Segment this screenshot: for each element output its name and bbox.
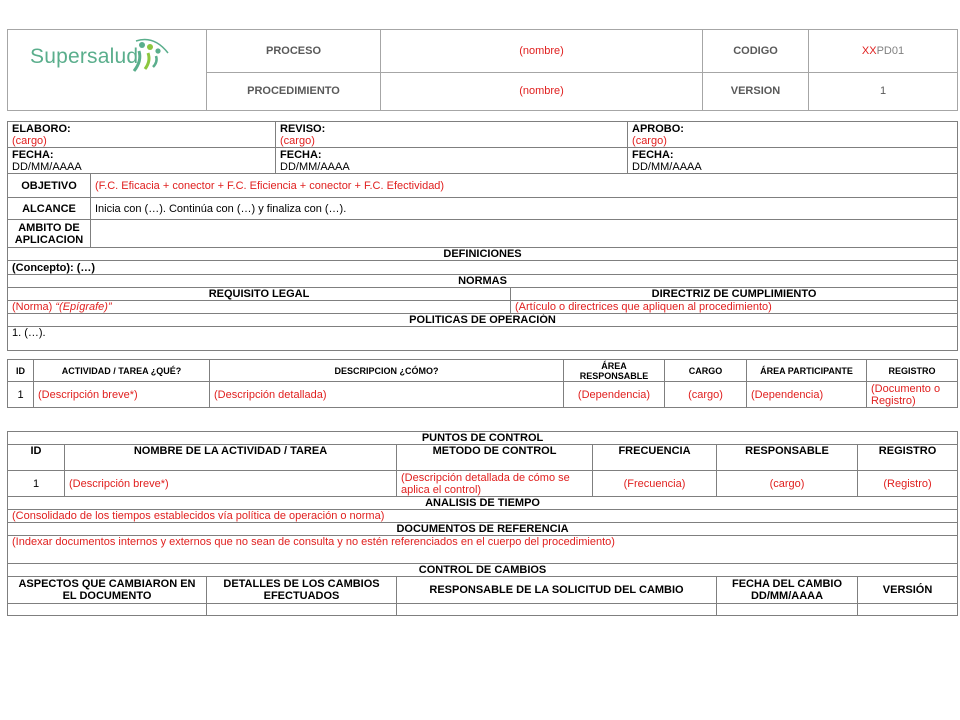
col-aspectos: ASPECTOS QUE CAMBIARON EN EL DOCUMENTO <box>8 577 207 604</box>
table-row <box>8 471 958 497</box>
puntos-control-title: PUNTOS DE CONTROL <box>8 432 958 445</box>
cell-aspectos[interactable] <box>8 604 207 616</box>
cell-area-responsable: (Dependencia) <box>564 382 665 408</box>
col-metodo-control: METODO DE CONTROL <box>397 445 593 471</box>
definiciones-title: DEFINICIONES <box>8 248 958 261</box>
documentos-referencia-value: (Indexar documentos internos y externos que no sean de consulta y no estén referenciados en el cuerpo del procedimiento) <box>8 536 958 564</box>
cell-responsable-solicitud[interactable] <box>397 604 717 616</box>
version-value: 1 <box>809 72 958 110</box>
elaboro-label: ELABORO: <box>12 122 71 135</box>
col-detalles: DETALLES DE LOS CAMBIOS EFECTUADOS <box>207 577 397 604</box>
codigo-label: CODIGO <box>703 30 809 73</box>
cell-registro: (Documento o Registro) <box>867 382 958 408</box>
col-registro: REGISTRO <box>858 445 958 471</box>
definiciones-concepto <box>8 261 958 275</box>
reviso-cell <box>276 122 628 148</box>
cell-frecuencia: (Frecuencia) <box>593 471 717 497</box>
actividades-header-row <box>8 360 958 382</box>
aprobo-cell <box>628 122 958 148</box>
cell-version[interactable] <box>858 604 958 616</box>
col-responsable-solicitud: RESPONSABLE DE LA SOLICITUD DEL CAMBIO <box>397 577 717 604</box>
table-row <box>8 382 958 408</box>
cell-descripcion: (Descripción detallada) <box>210 382 564 408</box>
col-fecha-cambio: FECHA DEL CAMBIO DD/MM/AAAA <box>717 577 858 604</box>
analisis-tiempo-title: ANALISIS DE TIEMPO <box>8 497 958 510</box>
version-label: VERSION <box>703 72 809 110</box>
col-registro: REGISTRO <box>867 360 958 382</box>
politicas-title: POLITICAS DE OPERACIÓN <box>8 314 958 327</box>
procedimiento-label: PROCEDIMIENTO <box>207 72 381 110</box>
codigo-prefix: XX <box>861 44 877 57</box>
col-frecuencia: FRECUENCIA <box>593 445 717 471</box>
fecha-label: FECHA: <box>280 148 322 161</box>
codigo-suffix: PD01 <box>876 44 905 57</box>
cell-registro: (Registro) <box>858 471 958 497</box>
epigrafe-text: “(Epígrafe)” <box>55 301 112 313</box>
cell-metodo-control: (Descripción detallada de cómo se aplica el control) <box>397 471 593 497</box>
header-table <box>7 29 958 111</box>
proceso-value: (nombre) <box>381 30 703 73</box>
documentos-referencia-title: DOCUMENTOS DE REFERENCIA <box>8 523 958 536</box>
politicas-item: 1. (…). <box>8 327 958 351</box>
col-nombre-actividad: NOMBRE DE LA ACTIVIDAD / TAREA <box>65 445 397 471</box>
cell-detalles[interactable] <box>207 604 397 616</box>
cell-actividad: (Descripción breve*) <box>34 382 210 408</box>
fecha-label: FECHA: <box>12 148 54 161</box>
cambios-header-row <box>8 577 958 604</box>
col-version: VERSIÓN <box>858 577 958 604</box>
col-area-participante: ÁREA PARTICIPANTE <box>747 360 867 382</box>
cell-area-participante: (Dependencia) <box>747 382 867 408</box>
cell-fecha-cambio[interactable] <box>717 604 858 616</box>
control-header-row <box>8 445 958 471</box>
fecha-value: DD/MM/AAAA <box>12 160 82 173</box>
col-responsable: RESPONSABLE <box>717 445 858 471</box>
supersalud-logo <box>8 30 206 110</box>
fecha-value: DD/MM/AAAA <box>280 160 350 173</box>
col-id: ID <box>8 445 65 471</box>
directriz-value: (Artículo o directrices que apliquen al procedimiento) <box>511 301 958 314</box>
codigo-value <box>809 30 958 73</box>
norma-text: (Norma) <box>12 301 56 313</box>
concepto-text: (Concepto): (…) <box>12 261 96 274</box>
table-row <box>8 604 958 616</box>
cell-id: 1 <box>8 471 65 497</box>
requisito-legal-header: REQUISITO LEGAL <box>8 288 511 301</box>
fecha-aprobo-cell <box>628 148 958 174</box>
objetivo-value: (F.C. Eficacia + conector + F.C. Eficiencia + conector + F.C. Efectividad) <box>91 174 958 198</box>
fecha-elaboro-cell <box>8 148 276 174</box>
cell-responsable: (cargo) <box>717 471 858 497</box>
control-cambios-title: CONTROL DE CAMBIOS <box>8 564 958 577</box>
control-table <box>7 431 958 616</box>
objetivo-label: OBJETIVO <box>8 174 91 198</box>
actividades-table <box>7 359 958 408</box>
cell-nombre-actividad: (Descripción breve*) <box>65 471 397 497</box>
col-area-responsable: ÁREA RESPONSABLE <box>564 360 665 382</box>
alcance-value: Inicia con (…). Continúa con (…) y finaliza con (…). <box>91 198 958 220</box>
people-emblem-icon <box>128 35 174 77</box>
directriz-header: DIRECTRIZ DE CUMPLIMIENTO <box>511 288 958 301</box>
cell-cargo: (cargo) <box>665 382 747 408</box>
ambito-value <box>91 220 958 248</box>
procedimiento-value: (nombre) <box>381 72 703 110</box>
cell-id: 1 <box>8 382 34 408</box>
fecha-label: FECHA: <box>632 148 674 161</box>
aprobo-label: APROBO: <box>632 122 684 135</box>
col-id: ID <box>8 360 34 382</box>
reviso-value: (cargo) <box>280 134 315 147</box>
logo-cell <box>8 30 207 111</box>
elaboro-value: (cargo) <box>12 134 47 147</box>
requisito-value <box>8 301 511 314</box>
col-cargo: CARGO <box>665 360 747 382</box>
alcance-label: ALCANCE <box>8 198 91 220</box>
ambito-label: AMBITO DE APLICACION <box>8 220 91 248</box>
aprobo-value: (cargo) <box>632 134 667 147</box>
proceso-label: PROCESO <box>207 30 381 73</box>
fecha-reviso-cell <box>276 148 628 174</box>
normas-title: NORMAS <box>8 275 958 288</box>
col-descripcion: DESCRIPCION ¿CÓMO? <box>210 360 564 382</box>
analisis-tiempo-value: (Consolidado de los tiempos establecidos vía política de operación o norma) <box>8 510 958 523</box>
reviso-label: REVISO: <box>280 122 326 135</box>
elaboro-cell <box>8 122 276 148</box>
form-table <box>7 121 958 351</box>
col-actividad: ACTIVIDAD / TAREA ¿QUÉ? <box>34 360 210 382</box>
fecha-value: DD/MM/AAAA <box>632 160 702 173</box>
logo-text: Supersalud <box>30 45 139 68</box>
